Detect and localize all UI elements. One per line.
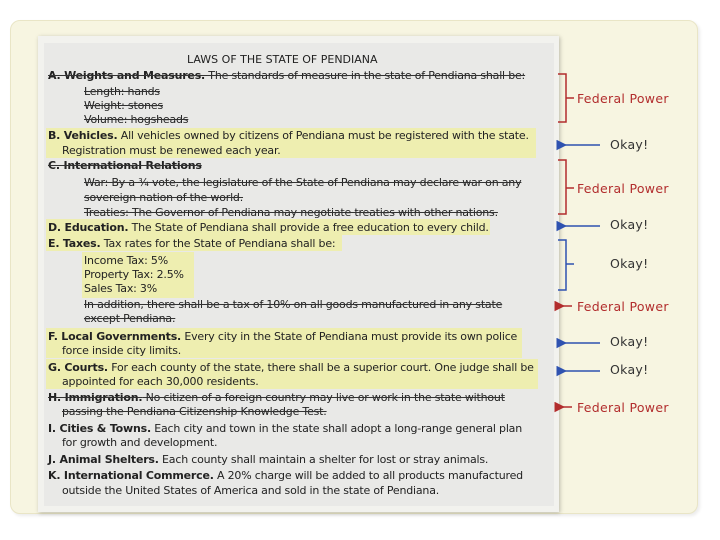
label-okay-courts: Okay! <box>610 362 649 377</box>
law-text-e-4: In addition, there shall be a tax of 10% on all goods manufactured in any state <box>84 298 503 311</box>
law-text-e-2: Property Tax: 2.5% <box>84 268 184 281</box>
label-federal-weights: Federal Power <box>577 91 669 106</box>
law-heading-g-head: G. Courts. <box>48 361 108 374</box>
law-text-d-head: The State of Pendiana shall provide a free education to every child. <box>128 221 489 234</box>
law-text-f-2: force inside city limits. <box>62 344 182 357</box>
law-text-i-head: Each city and town in the state shall adopt a long-range general plan <box>150 422 522 435</box>
law-heading-b-head: B. Vehicles. <box>48 129 118 142</box>
law-text-h-head: No citizen of a foreign country may live or work in the state without <box>142 391 505 404</box>
law-text-c-3: Treaties: The Governor of Pendiana may negotiate treaties with other nations. <box>84 206 498 219</box>
law-text-b-head: All vehicles owned by citizens of Pendiana must be registered with the state. <box>117 129 529 142</box>
law-text-e-5: except Pendiana. <box>84 312 176 325</box>
law-text-a-3: Volume: hogsheads <box>84 113 189 126</box>
law-text-c-1: War: By a ¾ vote, the legislature of the State of Pendiana may declare war on any <box>84 176 522 189</box>
bracket-weights <box>558 74 566 122</box>
law-text-a-2: Weight: stones <box>84 99 163 112</box>
law-text-k-2: outside the United States of America and sold in the state of Pendiana. <box>62 484 440 497</box>
law-text-a-head: The standards of measure in the state of Pendiana shall be: <box>205 69 526 82</box>
law-text-j-head: Each county shall maintain a shelter for lost or stray animals. <box>158 453 489 466</box>
law-heading-h-head: H. Immigration. <box>48 391 143 404</box>
law-text-c-2: sovereign nation of the world. <box>84 191 244 204</box>
label-federal-immigration: Federal Power <box>577 400 669 415</box>
label-okay-local-gov: Okay! <box>610 334 649 349</box>
law-text-g-head: For each county of the state, there shall be a superior court. One judge shall be <box>107 361 534 374</box>
label-federal-international: Federal Power <box>577 181 669 196</box>
law-text-e-1: Income Tax: 5% <box>84 254 168 267</box>
law-text-a-1: Length: hands <box>84 85 160 98</box>
law-heading-j-head: J. Animal Shelters. <box>48 453 159 466</box>
law-heading-e-head: E. Taxes. <box>48 237 101 250</box>
law-heading-a-head: A. Weights and Measures. <box>48 69 206 82</box>
label-okay-education: Okay! <box>610 217 649 232</box>
label-okay-taxes: Okay! <box>610 256 649 271</box>
law-text-e-3: Sales Tax: 3% <box>84 282 157 295</box>
law-heading-c-head: C. International Relations <box>48 159 202 172</box>
law-text-b-2: Registration must be renewed each year. <box>62 144 281 157</box>
law-text-f-head: Every city in the State of Pendiana must provide its own police <box>181 330 518 343</box>
law-text-h-2: passing the Pendiana Citizenship Knowledge Test. <box>62 405 327 418</box>
label-okay-vehicles: Okay! <box>610 137 649 152</box>
law-heading-f-head: F. Local Governments. <box>48 330 182 343</box>
bracket-taxes <box>558 240 566 290</box>
label-federal-manufacturing-tax: Federal Power <box>577 299 669 314</box>
document-title: LAWS OF THE STATE OF PENDIANA <box>187 53 378 66</box>
law-text-k-head: A 20% charge will be added to all products manufactured <box>213 469 523 482</box>
law-heading-k-head: K. International Commerce. <box>48 469 214 482</box>
law-heading-d-head: D. Education. <box>48 221 129 234</box>
bracket-international <box>558 160 566 214</box>
law-heading-i-head: I. Cities & Towns. <box>48 422 151 435</box>
law-text-e-head: Tax rates for the State of Pendiana shall be: <box>100 237 336 250</box>
law-text-i-2: for growth and development. <box>62 436 218 449</box>
law-text-g-2: appointed for each 30,000 residents. <box>62 375 259 388</box>
